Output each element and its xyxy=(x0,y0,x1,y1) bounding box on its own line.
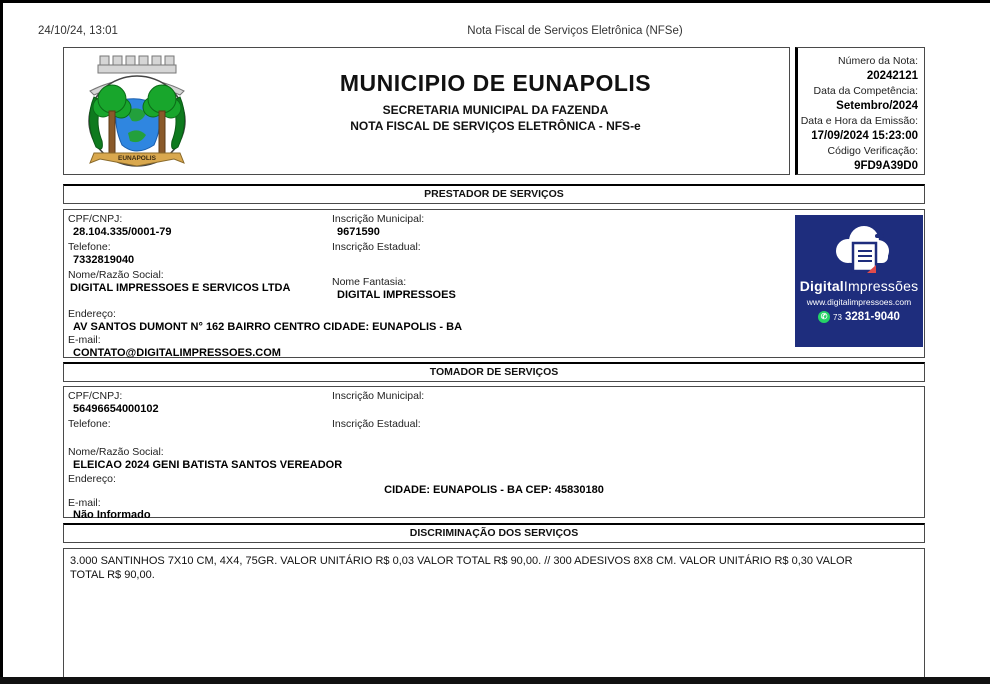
header-titles xyxy=(202,48,789,174)
prestador-email-label: E-mail: xyxy=(68,334,101,346)
logo-phone-row xyxy=(795,311,923,323)
prestador-nome-fantasia-value: DIGITAL IMPRESSOES xyxy=(337,289,456,301)
prestador-inscricao-estadual-label: Inscrição Estadual: xyxy=(332,241,421,253)
prestador-box xyxy=(63,209,925,358)
tomador-inscricao-estadual-label: Inscrição Estadual: xyxy=(332,418,421,430)
tomador-cpf-cnpj-value: 56496654000102 xyxy=(73,403,159,415)
prestador-telefone-label: Telefone: xyxy=(68,241,111,253)
prestador-inscricao-municipal-value: 9671590 xyxy=(337,226,380,238)
tomador-cpf-cnpj-label: CPF/CNPJ: xyxy=(68,390,123,402)
prestador-inscricao-municipal-label: Inscrição Municipal: xyxy=(332,213,425,225)
prestador-company-logo xyxy=(795,215,923,347)
nota-verificacao-label: Código Verificação: xyxy=(827,145,918,157)
prestador-email-value: CONTATO@DIGITALIMPRESSOES.COM xyxy=(73,347,281,359)
screenshot-frame-left xyxy=(0,0,3,684)
tomador-box xyxy=(63,386,925,521)
nota-numero-value: 20242121 xyxy=(866,70,918,82)
department-subtitle: SECRETARIA MUNICIPAL DA FAZENDA xyxy=(382,103,609,117)
whatsapp-icon: ✆ xyxy=(818,311,830,323)
tomador-email-value: Não Informado xyxy=(73,509,151,521)
prestador-razao-social-label: Nome/Razão Social: xyxy=(68,269,164,281)
nota-numero-label: Número da Nota: xyxy=(838,55,918,67)
discriminacao-box xyxy=(63,548,925,684)
section-header-tomador: TOMADOR DE SERVIÇOS xyxy=(63,362,925,382)
prestador-cpf-cnpj-label: CPF/CNPJ: xyxy=(68,213,123,225)
prestador-endereco-label: Endereço: xyxy=(68,308,116,320)
tomador-razao-social-label: Nome/Razão Social: xyxy=(68,446,164,458)
prestador-telefone-value: 7332819040 xyxy=(73,254,135,266)
nota-competencia-value: Setembro/2024 xyxy=(836,100,918,112)
logo-phone-number: 3281-9040 xyxy=(844,311,900,323)
nota-competencia-label: Data da Competência: xyxy=(813,85,918,97)
document-header-box xyxy=(63,47,790,175)
logo-website: www.digitalimpressoes.com xyxy=(806,297,912,307)
nota-emissao-value: 17/09/2024 15:23:00 xyxy=(811,130,918,142)
tomador-inscricao-municipal-label: Inscrição Municipal: xyxy=(332,390,425,402)
tomador-endereco-value: CIDADE: EUNAPOLIS - BA CEP: 45830180 xyxy=(384,484,604,496)
prestador-razao-social-value: DIGITAL IMPRESSOES E SERVICOS LTDA xyxy=(70,282,291,294)
tomador-email-label: E-mail: xyxy=(68,497,101,509)
prestador-cpf-cnpj-value: 28.104.335/0001-79 xyxy=(73,226,172,238)
municipal-seal-graphic xyxy=(76,53,198,169)
tomador-endereco-label: Endereço: xyxy=(68,473,116,485)
municipality-title: MUNICIPIO DE EUNAPOLIS xyxy=(339,70,652,96)
nota-verificacao-value: 9FD9A39D0 xyxy=(854,160,918,172)
logo-brand-bold: Digital xyxy=(799,278,844,294)
logo-brand-text xyxy=(795,278,923,294)
prestador-nome-fantasia-label: Nome Fantasia: xyxy=(332,276,407,288)
municipal-seal xyxy=(64,48,202,174)
section-header-prestador: PRESTADOR DE SERVIÇOS xyxy=(63,184,925,204)
section-header-discriminacao: DISCRIMINAÇÃO DOS SERVIÇOS xyxy=(63,523,925,543)
print-datetime: 24/10/24, 13:01 xyxy=(38,25,118,37)
seal-banner-text: EUNAPOLIS xyxy=(118,155,156,162)
nota-emissao-label: Data e Hora da Emissão: xyxy=(800,115,918,127)
servicos-description: 3.000 SANTINHOS 7X10 CM, 4X4, 75GR. VALOR UNITÁRIO R$ 0,03 VALOR TOTAL R$ 90,00. // 300 ADESIVOS 8X8 CM. VALOR UNITÁRIO R$ 0,30 VALOR TOTAL R$ 90,00. xyxy=(70,555,853,581)
tomador-razao-social-value: ELEICAO 2024 GENI BATISTA SANTOS VEREADOR xyxy=(73,459,343,471)
tomador-telefone-label: Telefone: xyxy=(68,418,111,430)
logo-brand-light: Impressões xyxy=(843,278,919,294)
logo-phone-area: 73 xyxy=(833,312,842,322)
cloud-print-icon xyxy=(795,221,923,280)
screenshot-frame-bottom xyxy=(0,677,990,684)
nota-info-box xyxy=(795,47,925,175)
document-type-subtitle: NOTA FISCAL DE SERVIÇOS ELETRÔNICA - NFS-e xyxy=(350,119,641,133)
screenshot-frame-top xyxy=(0,0,990,3)
prestador-endereco-value: AV SANTOS DUMONT N° 162 BAIRRO CENTRO CIDADE: EUNAPOLIS - BA xyxy=(73,321,463,333)
print-page-title: Nota Fiscal de Serviços Eletrônica (NFSe) xyxy=(467,25,683,37)
